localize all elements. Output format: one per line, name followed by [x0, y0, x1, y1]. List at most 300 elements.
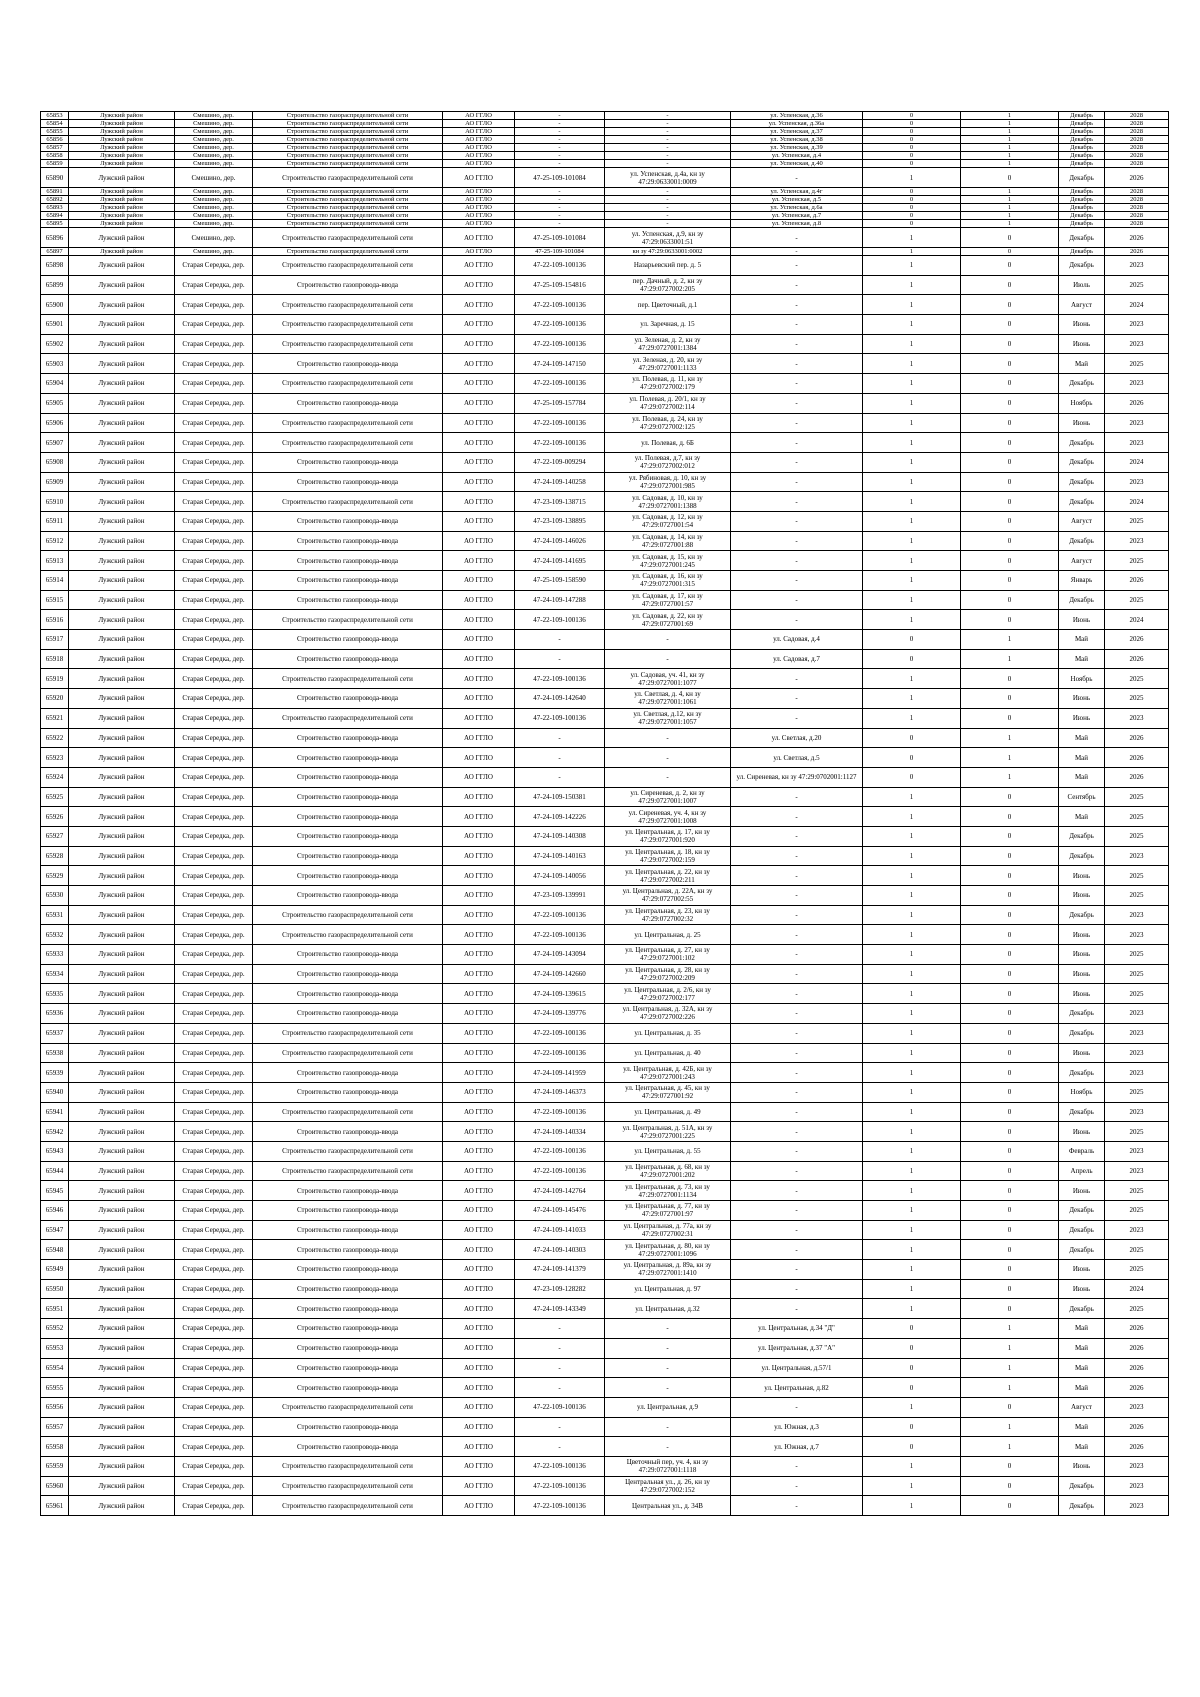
cell-flag1: 1 — [863, 571, 961, 591]
cell-address_a: ул. Успенская, д.9, кн зу 47:29:0633001:51 — [605, 228, 731, 248]
cell-work: Строительство газопровода-ввода — [253, 1181, 443, 1201]
cell-settlement: Старая Середка, дер. — [175, 334, 253, 354]
cell-org: АО ГГЛО — [443, 511, 515, 531]
cell-flag2: 0 — [961, 1161, 1059, 1181]
cell-flag2: 1 — [961, 160, 1059, 168]
cell-year: 2023 — [1105, 315, 1169, 335]
cell-org: АО ГГЛО — [443, 1023, 515, 1043]
cell-settlement: Старая Середка, дер. — [175, 1496, 253, 1516]
cell-year: 2026 — [1105, 168, 1169, 188]
cell-flag1: 1 — [863, 551, 961, 571]
cell-flag2: 0 — [961, 886, 1059, 906]
cell-district: Лужский район — [69, 1141, 175, 1161]
cell-settlement: Старая Середка, дер. — [175, 945, 253, 965]
cell-work: Строительство газораспределительной сети — [253, 1043, 443, 1063]
cell-month: Декабрь — [1059, 152, 1105, 160]
cell-project_code: 47-24-109-139776 — [515, 1004, 605, 1024]
cell-month: Июнь — [1059, 334, 1105, 354]
cell-flag1: 1 — [863, 886, 961, 906]
cell-address_b: - — [731, 492, 863, 512]
cell-org: АО ГГЛО — [443, 1299, 515, 1319]
cell-work: Строительство газораспределительной сети — [253, 144, 443, 152]
cell-project_code: 47-24-109-143094 — [515, 945, 605, 965]
cell-project_code: 47-25-109-101084 — [515, 228, 605, 248]
cell-id: 65914 — [41, 571, 69, 591]
cell-settlement: Старая Середка, дер. — [175, 511, 253, 531]
cell-work: Строительство газопровода-ввода — [253, 590, 443, 610]
cell-org: АО ГГЛО — [443, 1260, 515, 1280]
cell-address_b: - — [731, 590, 863, 610]
table-row — [41, 905, 1169, 925]
cell-org: АО ГГЛО — [443, 1220, 515, 1240]
cell-address_b: - — [731, 1122, 863, 1142]
cell-district: Лужский район — [69, 945, 175, 965]
table-row — [41, 188, 1169, 196]
cell-address_a: ул. Садовая, уч. 41, кн зу 47:29:0727001:1077 — [605, 669, 731, 689]
cell-flag1: 1 — [863, 1082, 961, 1102]
cell-district: Лужский район — [69, 334, 175, 354]
cell-org: АО ГГЛО — [443, 1437, 515, 1457]
cell-org: АО ГГЛО — [443, 669, 515, 689]
cell-id: 65895 — [41, 220, 69, 228]
cell-address_a: ул. Заречная, д. 15 — [605, 315, 731, 335]
cell-month: Июнь — [1059, 413, 1105, 433]
cell-project_code: 47-24-109-145476 — [515, 1201, 605, 1221]
cell-flag1: 1 — [863, 1299, 961, 1319]
cell-address_a: ул. Зеленая, д. 2, кн зу 47:29:0727001:1384 — [605, 334, 731, 354]
cell-project_code: 47-24-109-142640 — [515, 689, 605, 709]
cell-flag1: 1 — [863, 610, 961, 630]
cell-district: Лужский район — [69, 511, 175, 531]
cell-flag2: 1 — [961, 1417, 1059, 1437]
cell-month: Декабрь — [1059, 452, 1105, 472]
table-row — [41, 472, 1169, 492]
cell-project_code: 47-24-109-142226 — [515, 807, 605, 827]
cell-address_a: - — [605, 136, 731, 144]
cell-flag1: 1 — [863, 846, 961, 866]
table-row — [41, 1496, 1169, 1516]
cell-year: 2025 — [1105, 590, 1169, 610]
table-row — [41, 1260, 1169, 1280]
cell-district: Лужский район — [69, 433, 175, 453]
cell-address_a: пер. Цветочный, д.1 — [605, 295, 731, 315]
cell-work: Строительство газопровода-ввода — [253, 1260, 443, 1280]
cell-flag2: 0 — [961, 1476, 1059, 1496]
cell-project_code: - — [515, 188, 605, 196]
cell-year: 2025 — [1105, 866, 1169, 886]
cell-flag2: 0 — [961, 275, 1059, 295]
cell-work: Строительство газопровода-ввода — [253, 1358, 443, 1378]
cell-work: Строительство газопровода-ввода — [253, 1063, 443, 1083]
cell-district: Лужский район — [69, 228, 175, 248]
cell-address_b: - — [731, 1240, 863, 1260]
cell-district: Лужский район — [69, 295, 175, 315]
cell-id: 65945 — [41, 1181, 69, 1201]
cell-flag2: 0 — [961, 256, 1059, 276]
cell-flag1: 0 — [863, 1358, 961, 1378]
cell-id: 65854 — [41, 120, 69, 128]
cell-month: Август — [1059, 511, 1105, 531]
cell-flag1: 1 — [863, 1201, 961, 1221]
cell-id: 65896 — [41, 228, 69, 248]
cell-district: Лужский район — [69, 256, 175, 276]
cell-flag1: 1 — [863, 1240, 961, 1260]
cell-flag1: 1 — [863, 708, 961, 728]
cell-settlement: Старая Середка, дер. — [175, 275, 253, 295]
cell-address_a: ул. Центральная, д. 73, кн зу 47:29:0727001:1134 — [605, 1181, 731, 1201]
cell-settlement: Старая Середка, дер. — [175, 1043, 253, 1063]
cell-project_code: 47-24-109-141959 — [515, 1063, 605, 1083]
cell-id: 65929 — [41, 866, 69, 886]
table-row — [41, 767, 1169, 787]
cell-flag2: 0 — [961, 1023, 1059, 1043]
cell-flag1: 1 — [863, 866, 961, 886]
cell-address_a: ул. Садовая, д. 15, кн зу 47:29:0727001:245 — [605, 551, 731, 571]
table-row — [41, 826, 1169, 846]
cell-district: Лужский район — [69, 196, 175, 204]
cell-org: АО ГГЛО — [443, 1181, 515, 1201]
cell-month: Июнь — [1059, 866, 1105, 886]
cell-month: Декабрь — [1059, 905, 1105, 925]
cell-work: Строительство газопровода-ввода — [253, 689, 443, 709]
cell-month: Июнь — [1059, 610, 1105, 630]
cell-district: Лужский район — [69, 590, 175, 610]
cell-district: Лужский район — [69, 1338, 175, 1358]
cell-year: 2026 — [1105, 767, 1169, 787]
cell-address_a: ул. Центральная, д. 77, кн зу 47:29:0727001:97 — [605, 1201, 731, 1221]
cell-address_a: ул. Центральная, д. 55 — [605, 1141, 731, 1161]
cell-address_b: - — [731, 315, 863, 335]
cell-id: 65957 — [41, 1417, 69, 1437]
cell-org: АО ГГЛО — [443, 1417, 515, 1437]
table-row — [41, 1240, 1169, 1260]
cell-work: Строительство газораспределительной сети — [253, 334, 443, 354]
cell-project_code: 47-23-109-139991 — [515, 886, 605, 906]
cell-year: 2026 — [1105, 571, 1169, 591]
cell-work: Строительство газопровода-ввода — [253, 866, 443, 886]
cell-flag1: 1 — [863, 590, 961, 610]
cell-project_code: 47-22-109-100136 — [515, 1476, 605, 1496]
cell-flag1: 0 — [863, 728, 961, 748]
cell-work: Строительство газораспределительной сети — [253, 925, 443, 945]
cell-address_a: - — [605, 204, 731, 212]
table-row — [41, 846, 1169, 866]
table-row — [41, 925, 1169, 945]
cell-address_a: - — [605, 649, 731, 669]
cell-work: Строительство газопровода-ввода — [253, 571, 443, 591]
cell-month: Апрель — [1059, 1161, 1105, 1181]
cell-month: Декабрь — [1059, 136, 1105, 144]
table-row — [41, 1201, 1169, 1221]
cell-project_code: - — [515, 1338, 605, 1358]
cell-id: 65934 — [41, 964, 69, 984]
cell-address_a: Центральная ул., д. 26, кн зу 47:29:0727002:152 — [605, 1476, 731, 1496]
cell-id: 65853 — [41, 112, 69, 120]
cell-org: АО ГГЛО — [443, 112, 515, 120]
cell-month: Декабрь — [1059, 1102, 1105, 1122]
cell-district: Лужский район — [69, 1161, 175, 1181]
cell-settlement: Старая Середка, дер. — [175, 1240, 253, 1260]
cell-year: 2023 — [1105, 1161, 1169, 1181]
cell-year: 2028 — [1105, 128, 1169, 136]
cell-month: Декабрь — [1059, 1004, 1105, 1024]
cell-id: 65893 — [41, 204, 69, 212]
table-row — [41, 1299, 1169, 1319]
cell-flag2: 1 — [961, 112, 1059, 120]
cell-year: 2023 — [1105, 1023, 1169, 1043]
cell-id: 65946 — [41, 1201, 69, 1221]
cell-id: 65926 — [41, 807, 69, 827]
cell-id: 65859 — [41, 160, 69, 168]
cell-year: 2026 — [1105, 630, 1169, 650]
cell-address_a: Назарьевский пер. д. 5 — [605, 256, 731, 276]
cell-settlement: Старая Середка, дер. — [175, 1279, 253, 1299]
cell-settlement: Старая Середка, дер. — [175, 787, 253, 807]
cell-month: Декабрь — [1059, 256, 1105, 276]
table-row — [41, 886, 1169, 906]
cell-year: 2026 — [1105, 248, 1169, 256]
cell-month: Декабрь — [1059, 472, 1105, 492]
cell-project_code: 47-24-109-146026 — [515, 531, 605, 551]
cell-month: Май — [1059, 1417, 1105, 1437]
cell-work: Строительство газопровода-ввода — [253, 1299, 443, 1319]
cell-project_code: - — [515, 112, 605, 120]
cell-org: АО ГГЛО — [443, 846, 515, 866]
cell-work: Строительство газопровода-ввода — [253, 964, 443, 984]
cell-work: Строительство газораспределительной сети — [253, 708, 443, 728]
cell-district: Лужский район — [69, 1417, 175, 1437]
cell-id: 65922 — [41, 728, 69, 748]
cell-year: 2023 — [1105, 374, 1169, 394]
cell-work: Строительство газопровода-ввода — [253, 728, 443, 748]
cell-flag1: 0 — [863, 160, 961, 168]
cell-project_code: 47-24-109-147288 — [515, 590, 605, 610]
cell-flag2: 0 — [961, 511, 1059, 531]
cell-flag1: 0 — [863, 1437, 961, 1457]
cell-project_code: - — [515, 630, 605, 650]
cell-flag1: 0 — [863, 144, 961, 152]
cell-address_a: - — [605, 1338, 731, 1358]
cell-year: 2026 — [1105, 1358, 1169, 1378]
cell-district: Лужский район — [69, 1240, 175, 1260]
cell-work: Строительство газопровода-ввода — [253, 551, 443, 571]
cell-district: Лужский район — [69, 1279, 175, 1299]
cell-month: Декабрь — [1059, 492, 1105, 512]
cell-id: 65947 — [41, 1220, 69, 1240]
cell-id: 65920 — [41, 689, 69, 709]
table-row — [41, 807, 1169, 827]
table-row — [41, 1181, 1169, 1201]
cell-year: 2025 — [1105, 551, 1169, 571]
cell-year: 2025 — [1105, 945, 1169, 965]
cell-settlement: Старая Середка, дер. — [175, 1141, 253, 1161]
cell-address_a: Центральная ул., д. 34В — [605, 1496, 731, 1516]
cell-address_a: ул. Центральная, д. 89а, кн зу 47:29:0727001:1410 — [605, 1260, 731, 1280]
cell-project_code: - — [515, 160, 605, 168]
cell-address_b: ул. Успенская, д.8 — [731, 220, 863, 228]
cell-org: АО ГГЛО — [443, 826, 515, 846]
cell-settlement: Смешино, дер. — [175, 188, 253, 196]
cell-address_a: - — [605, 188, 731, 196]
table-row — [41, 220, 1169, 228]
cell-year: 2028 — [1105, 160, 1169, 168]
cell-work: Строительство газораспределительной сети — [253, 228, 443, 248]
cell-org: АО ГГЛО — [443, 689, 515, 709]
cell-project_code: - — [515, 120, 605, 128]
cell-month: Декабрь — [1059, 204, 1105, 212]
cell-flag2: 0 — [961, 984, 1059, 1004]
cell-flag2: 0 — [961, 1496, 1059, 1516]
cell-address_a: ул. Центральная, д. 28, кн зу 47:29:0727002:209 — [605, 964, 731, 984]
cell-settlement: Старая Середка, дер. — [175, 531, 253, 551]
cell-year: 2024 — [1105, 492, 1169, 512]
cell-org: АО ГГЛО — [443, 492, 515, 512]
cell-settlement: Старая Середка, дер. — [175, 1338, 253, 1358]
cell-id: 65911 — [41, 511, 69, 531]
cell-month: Май — [1059, 1338, 1105, 1358]
cell-settlement: Старая Середка, дер. — [175, 610, 253, 630]
cell-settlement: Старая Середка, дер. — [175, 1004, 253, 1024]
cell-id: 65935 — [41, 984, 69, 1004]
cell-address_a: ул. Центральная, д. 22, кн зу 47:29:0727002:211 — [605, 866, 731, 886]
cell-address_a: ул. Садовая, д. 14, кн зу 47:29:0727001:88 — [605, 531, 731, 551]
cell-org: АО ГГЛО — [443, 1201, 515, 1221]
cell-month: Декабрь — [1059, 1299, 1105, 1319]
cell-project_code: 47-22-109-100136 — [515, 1161, 605, 1181]
cell-id: 65856 — [41, 136, 69, 144]
cell-flag1: 1 — [863, 945, 961, 965]
cell-project_code: 47-22-109-100136 — [515, 334, 605, 354]
cell-project_code: 47-23-109-128282 — [515, 1279, 605, 1299]
cell-address_b: ул. Центральная, д.34 "Д" — [731, 1319, 863, 1339]
cell-address_b: - — [731, 1181, 863, 1201]
cell-org: АО ГГЛО — [443, 220, 515, 228]
cell-id: 65902 — [41, 334, 69, 354]
cell-flag2: 0 — [961, 168, 1059, 188]
cell-month: Декабрь — [1059, 248, 1105, 256]
cell-project_code: - — [515, 1417, 605, 1437]
cell-id: 65918 — [41, 649, 69, 669]
cell-address_a: ул. Рябиновая, д. 10, кн зу 47:29:0727001:985 — [605, 472, 731, 492]
cell-work: Строительство газопровода-ввода — [253, 767, 443, 787]
cell-id: 65909 — [41, 472, 69, 492]
cell-settlement: Смешино, дер. — [175, 152, 253, 160]
cell-year: 2025 — [1105, 1082, 1169, 1102]
cell-id: 65958 — [41, 1437, 69, 1457]
cell-id: 65921 — [41, 708, 69, 728]
cell-address_a: ул. Зеленая, д. 20, кн зу 47:29:0727001:1133 — [605, 354, 731, 374]
cell-project_code: 47-22-109-100136 — [515, 708, 605, 728]
cell-address_b: - — [731, 964, 863, 984]
cell-work: Строительство газопровода-ввода — [253, 1122, 443, 1142]
cell-org: АО ГГЛО — [443, 275, 515, 295]
cell-org: АО ГГЛО — [443, 1496, 515, 1516]
cell-district: Лужский район — [69, 472, 175, 492]
cell-flag1: 1 — [863, 787, 961, 807]
cell-address_b: - — [731, 669, 863, 689]
table-row — [41, 144, 1169, 152]
cell-district: Лужский район — [69, 531, 175, 551]
cell-address_b: - — [731, 689, 863, 709]
cell-settlement: Старая Середка, дер. — [175, 1397, 253, 1417]
cell-flag2: 1 — [961, 120, 1059, 128]
cell-address_a: ул. Центральная, д. 32А, кн зу 47:29:0727002:226 — [605, 1004, 731, 1024]
cell-flag2: 1 — [961, 1378, 1059, 1398]
cell-settlement: Старая Середка, дер. — [175, 1260, 253, 1280]
cell-district: Лужский район — [69, 393, 175, 413]
cell-settlement: Старая Середка, дер. — [175, 886, 253, 906]
cell-project_code: 47-22-109-100136 — [515, 315, 605, 335]
cell-year: 2025 — [1105, 354, 1169, 374]
cell-address_a: ул. Сиреневая, д. 2, кн зу 47:29:0727001:1007 — [605, 787, 731, 807]
cell-year: 2025 — [1105, 275, 1169, 295]
cell-work: Строительство газопровода-ввода — [253, 511, 443, 531]
cell-address_b: - — [731, 610, 863, 630]
cell-flag2: 0 — [961, 248, 1059, 256]
cell-org: АО ГГЛО — [443, 886, 515, 906]
cell-address_a: ул. Садовая, д. 10, кн зу 47:29:0727001:1388 — [605, 492, 731, 512]
table-row — [41, 984, 1169, 1004]
cell-district: Лужский район — [69, 708, 175, 728]
cell-address_b: - — [731, 1220, 863, 1240]
cell-id: 65903 — [41, 354, 69, 374]
cell-month: Май — [1059, 649, 1105, 669]
cell-settlement: Старая Середка, дер. — [175, 826, 253, 846]
table-row — [41, 1417, 1169, 1437]
cell-work: Строительство газораспределительной сети — [253, 188, 443, 196]
cell-project_code: 47-22-109-100136 — [515, 669, 605, 689]
cell-address_a: кн зу 47:29:0633001:0002 — [605, 248, 731, 256]
cell-district: Лужский район — [69, 610, 175, 630]
cell-address_b: - — [731, 945, 863, 965]
cell-district: Лужский район — [69, 630, 175, 650]
cell-project_code: 47-24-109-150381 — [515, 787, 605, 807]
cell-district: Лужский район — [69, 315, 175, 335]
cell-work: Строительство газораспределительной сети — [253, 248, 443, 256]
cell-id: 65928 — [41, 846, 69, 866]
cell-settlement: Старая Середка, дер. — [175, 571, 253, 591]
cell-work: Строительство газораспределительной сети — [253, 1456, 443, 1476]
cell-work: Строительство газораспределительной сети — [253, 204, 443, 212]
cell-year: 2025 — [1105, 984, 1169, 1004]
cell-address_a: ул. Полевая, д.7, кн зу 47:29:0727002:012 — [605, 452, 731, 472]
cell-settlement: Старая Середка, дер. — [175, 1299, 253, 1319]
table-row — [41, 649, 1169, 669]
cell-address_a: ул. Садовая, д. 22, кн зу 47:29:0727001:69 — [605, 610, 731, 630]
cell-id: 65917 — [41, 630, 69, 650]
cell-project_code: 47-25-109-101084 — [515, 248, 605, 256]
cell-address_b: ул. Южная, д.7 — [731, 1437, 863, 1457]
table-row — [41, 1063, 1169, 1083]
cell-id: 65948 — [41, 1240, 69, 1260]
cell-id: 65927 — [41, 826, 69, 846]
cell-project_code: 47-22-109-100136 — [515, 1102, 605, 1122]
cell-address_b: ул. Успенская, д.4 — [731, 152, 863, 160]
cell-address_a: ул. Центральная, д. 25 — [605, 925, 731, 945]
table-row — [41, 334, 1169, 354]
cell-org: АО ГГЛО — [443, 334, 515, 354]
table-row — [41, 275, 1169, 295]
cell-district: Лужский район — [69, 1220, 175, 1240]
cell-project_code: 47-22-109-100136 — [515, 1043, 605, 1063]
cell-year: 2028 — [1105, 212, 1169, 220]
cell-district: Лужский район — [69, 168, 175, 188]
cell-year: 2023 — [1105, 1220, 1169, 1240]
cell-project_code: 47-25-109-101084 — [515, 168, 605, 188]
cell-settlement: Старая Середка, дер. — [175, 1417, 253, 1437]
cell-settlement: Старая Середка, дер. — [175, 1437, 253, 1457]
cell-org: АО ГГЛО — [443, 136, 515, 144]
